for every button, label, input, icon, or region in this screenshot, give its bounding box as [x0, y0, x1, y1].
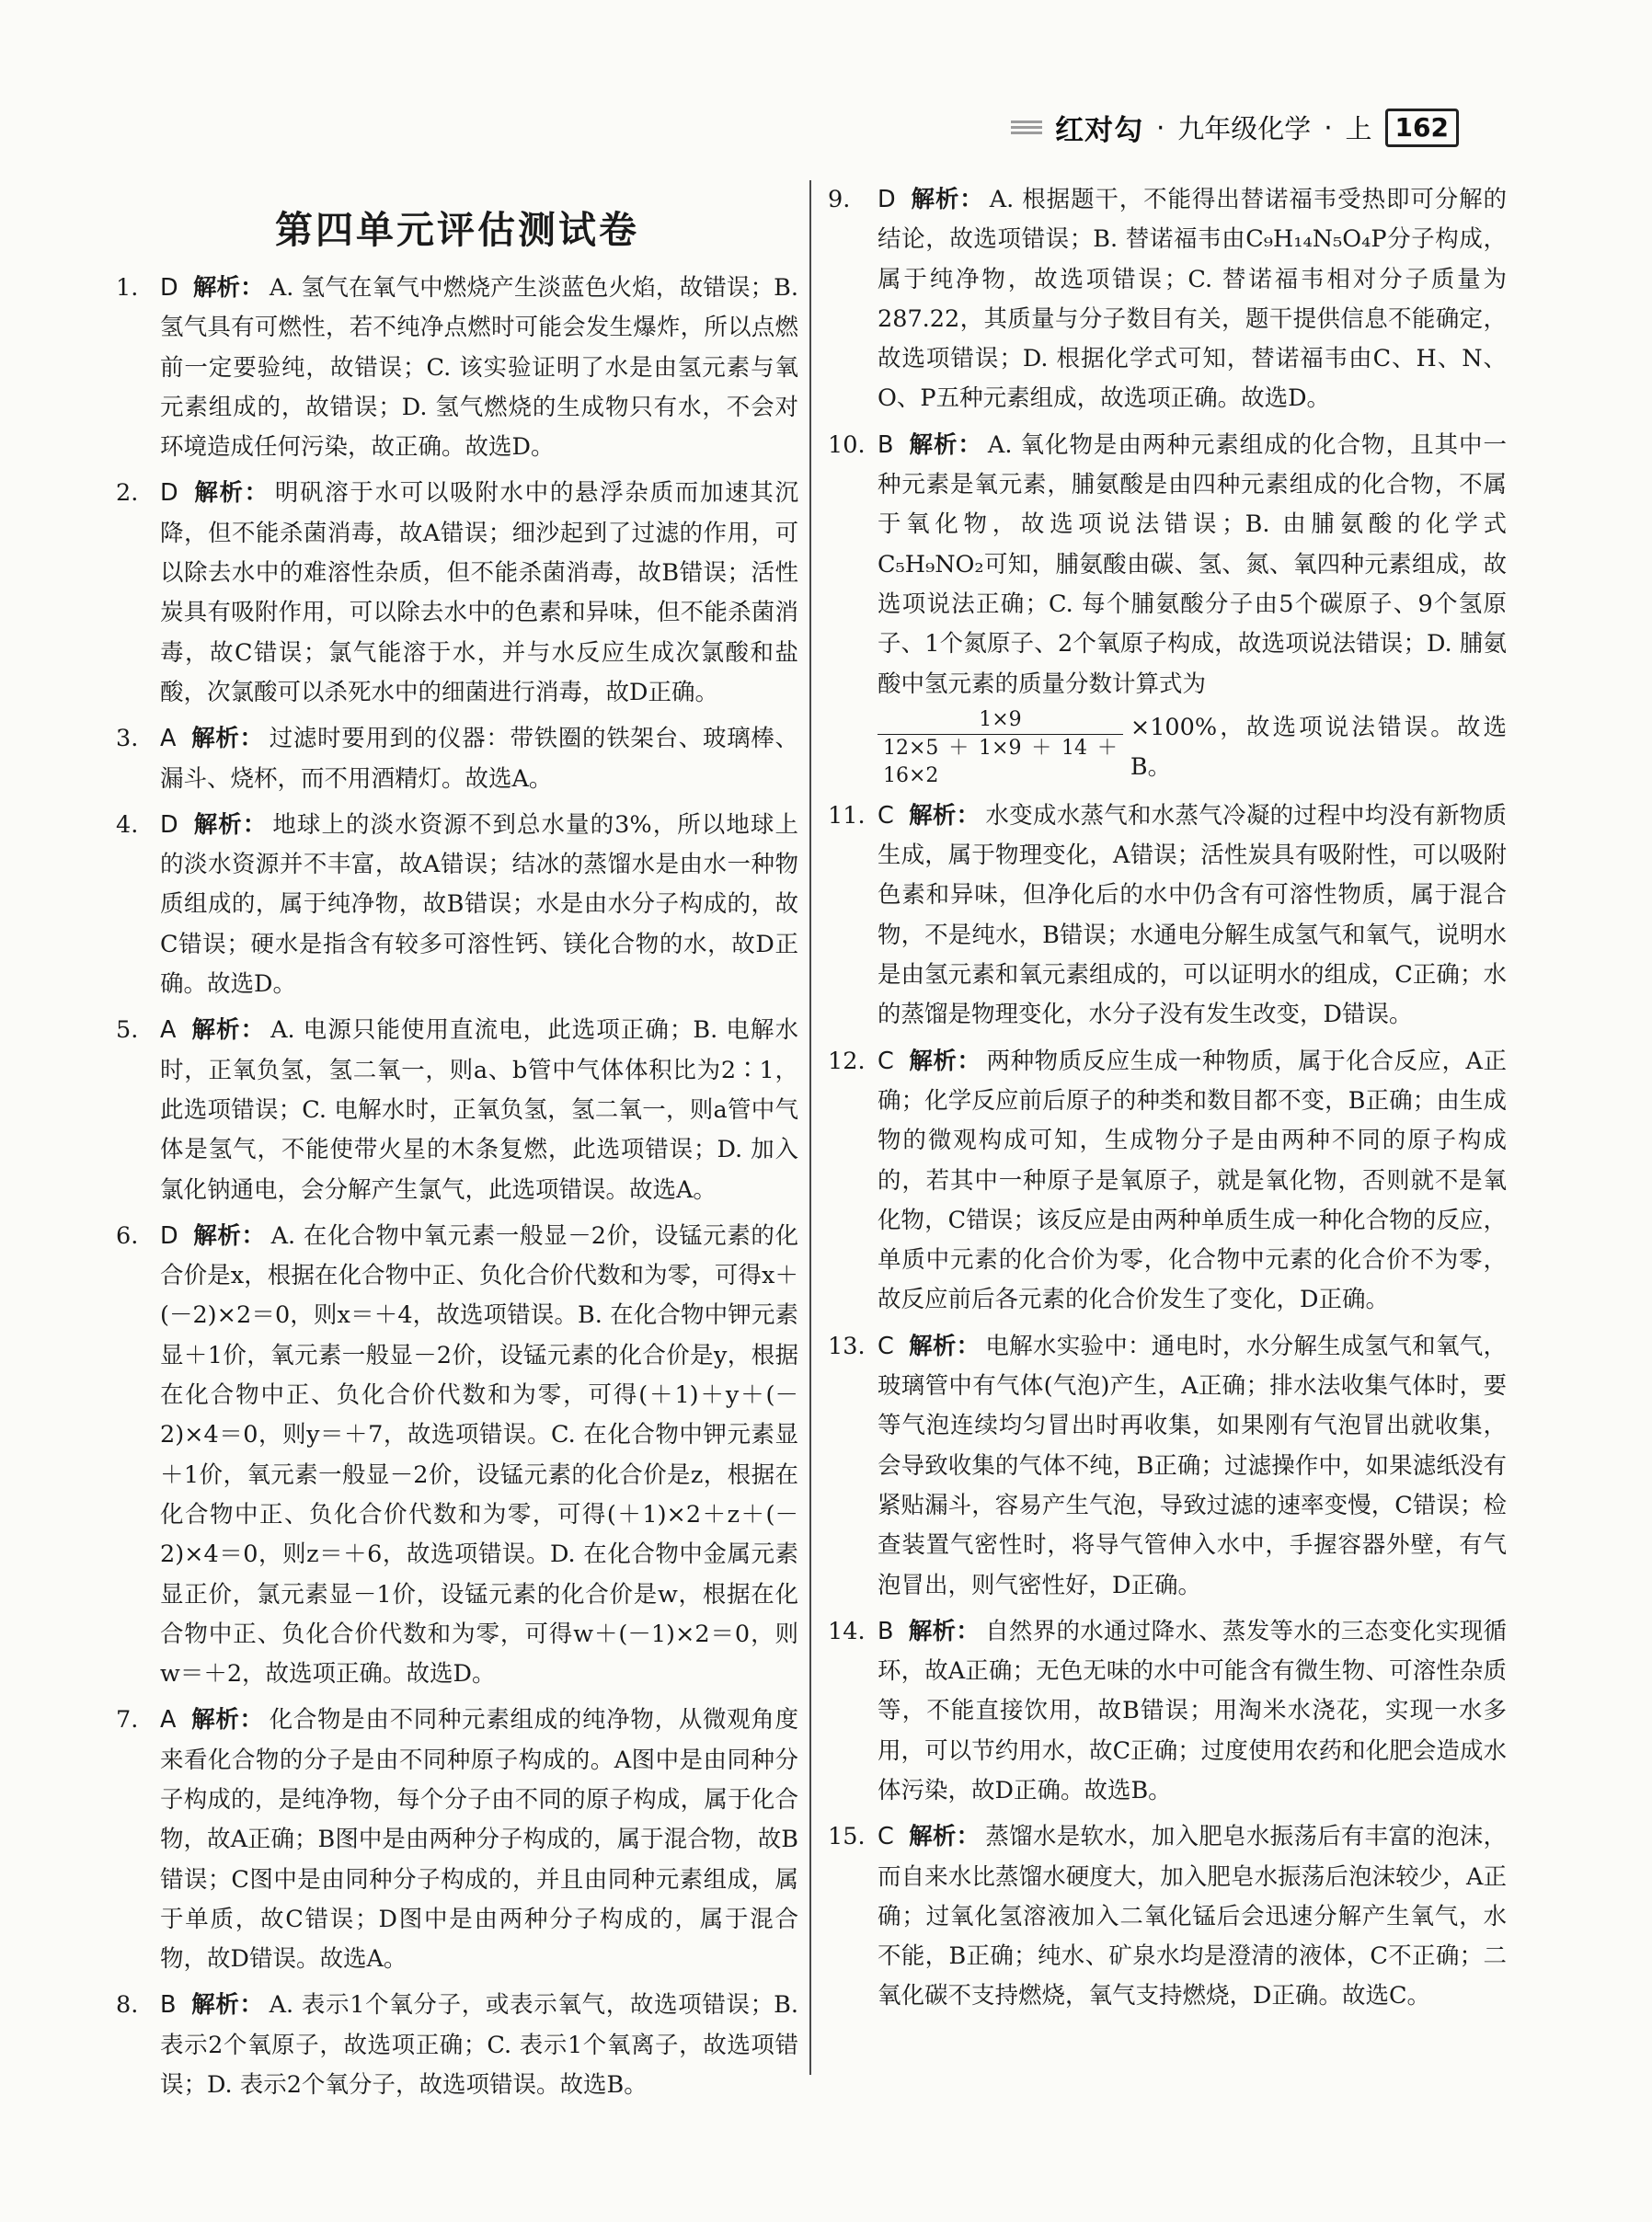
- header-book: 九年级化学: [1177, 113, 1312, 144]
- analysis-label: 解析：: [908, 1332, 981, 1360]
- answer-choice: D: [160, 479, 178, 508]
- item-number: 15.: [828, 1823, 866, 1851]
- answer-item-5: [116, 1011, 798, 1209]
- analysis-text: A. 电源只能使用直流电，此选项正确；B. 电解水时，正氧负氢，氢二氧一，则a、b管中气体体积比为2∶1，此选项错误；C. 电解水时，正氧负氢，氢二氧一，则a管中气体是氢气，不能使带火星的木条复燃，此选项错误；D. 加入氯化钠通电，会分解产生氯气，此选项错误。故选A。: [160, 1016, 798, 1204]
- answer-choice: C: [878, 1047, 894, 1075]
- analysis-label: 解析：: [192, 274, 264, 302]
- answer-item-3: [116, 719, 798, 799]
- right-column: [828, 180, 1507, 2023]
- item-number: 5.: [116, 1016, 139, 1045]
- answer-choice: A: [160, 725, 177, 753]
- answer-choice: D: [160, 274, 178, 302]
- header-stripes-icon: [1011, 119, 1042, 137]
- analysis-text: 两种物质反应生成一种物质，属于化合反应，A正确；化学反应前后原子的种类和数目都不变，B正确；由生成物的微观构成可知，生成物分子是由两种不同的原子构成的，若其中一种原子是氧原子，就是氧化物，否则就不是氧化物，C错误；该反应是由两种单质生成一种化合物的反应，单质中元素的化合价为零，化合物中元素的化合价不为零，故反应前后各元素的化合价发生了变化，D正确。: [878, 1047, 1507, 1314]
- analysis-label: 解析：: [908, 1617, 981, 1645]
- analysis-text: A. 在化合物中氧元素一般显－2价，设锰元素的化合价是x，根据在化合物中正、负化合价代数和为零，可得x＋(－2)×2＝0，则x＝＋4，故选项错误。B. 在化合物中钾元素显＋1价，氧元素一般显－2价，设锰元素的化合价是y，根据在化合物中正、负化合价代数和为零，可得(＋1)＋y＋(－2)×4＝0，则y＝＋7，故选项错误。C. 在化合物中钾元素显＋1价，氧元素一般显－2价，设锰元素的化合价是z，根据在化合物中正、负化合价代数和为零，可得(＋1)×2＋z＋(－2)×4＝0，则z＝＋6，故选项错误。D. 在化合物中金属元素显正价，氯元素显－1价，设锰元素的化合价是w，根据在化合物中正、负化合价代数和为零，可得w＋(－1)×2＝0，则w＝＋2，故选项正确。故选D。: [160, 1221, 798, 1689]
- page-header: [1011, 107, 1459, 148]
- header-sep-1: ·: [1156, 111, 1165, 143]
- analysis-label: 解析：: [908, 430, 982, 459]
- item-number: 12.: [828, 1047, 866, 1075]
- item-number: 11.: [828, 801, 866, 830]
- answer-choice: C: [878, 1823, 894, 1851]
- answer-choice: A: [160, 1706, 177, 1735]
- item-number: 1.: [116, 274, 139, 302]
- analysis-text: 过滤时要用到的仪器：带铁圈的铁架台、玻璃棒、漏斗、烧杯，而不用酒精灯。故选A。: [160, 725, 798, 793]
- analysis-text: A. 氢气在氧气中燃烧产生淡蓝色火焰，故错误；B. 氢气具有可燃性，若不纯净点燃时可能会发生爆炸，所以点燃前一定要验纯，故错误；C. 该实验证明了水是由氢元素与氧元素组成的，故错误；D. 氢气燃烧的生成物只有水，不会对环境造成任何污染，故正确。故选D。: [160, 274, 798, 462]
- page-number: 162: [1385, 109, 1459, 147]
- analysis-label: 解析：: [190, 1706, 264, 1735]
- fraction-numerator: 1×9: [979, 707, 1022, 731]
- answer-item-14: [828, 1612, 1507, 1811]
- answer-item-15: [828, 1817, 1507, 2016]
- analysis-text: 水变成水蒸气和水蒸气冷凝的过程中均没有新物质生成，属于物理变化，A错误；活性炭具有吸附性，可以吸附色素和异味，但净化后的水中仍含有可溶性物质，属于混合物，不是纯水，B错误；水通电分解生成氢气和氧气，说明水是由氢元素和氧元素组成的，可以证明水的组成，C正确；水的蒸馏是物理变化，水分子没有发生改变，D错误。: [878, 801, 1507, 1029]
- fraction: [878, 706, 1123, 790]
- item-number: 10.: [828, 430, 866, 459]
- answer-item-4: [116, 806, 798, 1004]
- analysis-text: A. 表示1个氧分子，或表示氧气，故选项错误；B. 表示2个氧原子，故选项正确；C. 表示1个氧离子，故选项错误；D. 表示2个氧分子，故选项错误。故选B。: [160, 1991, 798, 2100]
- analysis-text: A. 氧化物是由两种元素组成的化合物，且其中一种元素是氧元素，脯氨酸是由四种元素组成的化合物，不属于氧化物，故选项说法错误；B. 由脯氨酸的化学式C₅H₉NO₂可知，脯氨酸由碳、氢、氮、氧四种元素组成，故选项说法正确；C. 每个脯氨酸分子由5个碳原子、9个氢原子、1个氮原子、2个氧原子构成，故选项说法错误；D. 脯氨酸中氢元素的质量分数计算式为: [878, 430, 1507, 698]
- analysis-text: 化合物是由不同种元素组成的纯净物，从微观角度来看化合物的分子是由不同种原子构成的。A图中是由同种分子构成的，是纯净物，每个分子由不同的原子构成，属于化合物，故A正确；B图中是由两种分子构成的，属于混合物，故B错误；C图中是由同种分子构成的，并且由同种元素组成，属于单质，故C错误；D图中是由两种分子构成的，属于混合物，故D错误。故选A。: [160, 1706, 798, 1974]
- item-number: 14.: [828, 1617, 866, 1645]
- answer-choice: B: [878, 430, 894, 459]
- analysis-text: 地球上的淡水资源不到总水量的3%，所以地球上的淡水资源并不丰富，故A错误；结冰的蒸馏水是由水一种物质组成的，属于纯净物，故B错误；水是由水分子构成的，故C错误；硬水是指含有较多可溶性钙、镁化合物的水，故D正确。故选D。: [160, 810, 798, 999]
- analysis-text: 自然界的水通过降水、蒸发等水的三态变化实现循环，故A正确；无色无味的水中可能含有微生物、可溶性杂质等，不能直接饮用，故B错误；用淘米水浇花，实现一水多用，可以节约用水，故C正确；过度使用农药和化肥会造成水体污染，故D正确。故选B。: [878, 1617, 1507, 1804]
- item-number: 4.: [116, 810, 139, 839]
- answer-item-11: [828, 796, 1507, 1036]
- analysis-label: 解析：: [908, 801, 981, 830]
- fraction-formula: [878, 706, 1507, 790]
- analysis-text: 蒸馏水是软水，加入肥皂水振荡后有丰富的泡沫，而自来水比蒸馏水硬度大，加入肥皂水振荡后泡沫较少，A正确；过氧化氢溶液加入二氧化锰后会迅速分解产生氧气，水不能，B正确；纯水、矿泉水均是澄清的液体，C不正确；二氧化碳不支持燃烧，氧气支持燃烧，D正确。故选C。: [878, 1823, 1507, 2010]
- analysis-text: 电解水实验中：通电时，水分解生成氢气和氧气，玻璃管中有气体(气泡)产生，A正确；排水法收集气体时，要等气泡连续均匀冒出时再收集，如果刚有气泡冒出就收集，会导致收集的气体不纯，B正确；过滤操作中，如果滤纸没有紧贴漏斗，容易产生气泡，导致过滤的速率变慢，C错误；检查装置气密性时，将导气管伸入水中，手握容器外壁，有气泡冒出，则气密性好，D正确。: [878, 1332, 1507, 1599]
- answer-choice: B: [160, 1991, 177, 2020]
- header-sep-2: ·: [1324, 111, 1333, 143]
- answer-choice: D: [160, 810, 178, 839]
- analysis-label: 解析：: [192, 1221, 266, 1250]
- analysis-text: 明矾溶于水可以吸附水中的悬浮杂质而加速其沉降，但不能杀菌消毒，故A错误；细沙起到了过滤的作用，可以除去水中的难溶性杂质，但不能杀菌消毒，故B错误；活性炭具有吸附作用，可以除去水中的色素和异味，但不能杀菌消毒，故C错误；氯气能溶于水，并与水反应生成次氯酸和盐酸，次氯酸可以杀死水中的细菌进行消毒，故D正确。: [160, 479, 798, 706]
- fraction-denominator: 12×5＋1×9＋14＋16×2: [878, 734, 1123, 790]
- analysis-text-continued: ×100%，故选项说法错误。故选B。: [1130, 714, 1507, 782]
- answer-choice: D: [878, 186, 896, 213]
- analysis-label: 解析：: [190, 725, 264, 753]
- answer-item-2: [116, 474, 798, 713]
- answer-choice: B: [878, 1617, 894, 1645]
- item-number: 6.: [116, 1221, 139, 1250]
- analysis-label: 解析：: [908, 1047, 981, 1075]
- answer-item-13: [828, 1327, 1507, 1606]
- answer-choice: C: [878, 1332, 894, 1360]
- left-column: [116, 184, 798, 2112]
- answer-item-7: [116, 1701, 798, 1979]
- header-volume: 上: [1345, 113, 1372, 144]
- item-number: 2.: [116, 479, 139, 508]
- answer-item-12: [828, 1042, 1507, 1321]
- answer-item-6: [116, 1217, 798, 1695]
- analysis-text: A. 根据题干，不能得出替诺福韦受热即可分解的结论，故选项错误；B. 替诺福韦由C₉H₁₄N₅O₄P分子构成，属于纯净物，故选项错误；C. 替诺福韦相对分子质量为287.22，其质量与分子数目有关，题干提供信息不能确定，故选项错误；D. 根据化学式可知，替诺福韦由C、H、N、O、P五种元素组成，故选项正确。故选D。: [878, 186, 1507, 413]
- item-number: 7.: [116, 1706, 139, 1735]
- analysis-label: 解析：: [192, 479, 270, 508]
- analysis-label: 解析：: [192, 810, 268, 839]
- answer-choice: C: [878, 801, 894, 830]
- column-divider: [809, 180, 811, 2075]
- answer-choice: D: [160, 1221, 178, 1250]
- item-number: 13.: [828, 1332, 866, 1360]
- header-brand: 红对勾: [1055, 114, 1144, 147]
- answer-item-10: [828, 426, 1507, 790]
- answer-item-9: [828, 180, 1507, 419]
- analysis-label: 解析：: [908, 1823, 981, 1851]
- answer-choice: A: [160, 1016, 177, 1045]
- analysis-label: 解析：: [190, 1016, 266, 1045]
- analysis-label: 解析：: [190, 1991, 264, 2020]
- answer-item-1: [116, 269, 798, 467]
- item-number: 9.: [828, 186, 851, 213]
- answer-item-8: [116, 1986, 798, 2105]
- item-number: 3.: [116, 725, 139, 753]
- page-title: 第四单元评估测试卷: [275, 208, 639, 252]
- analysis-label: 解析：: [910, 186, 984, 213]
- item-number: 8.: [116, 1991, 139, 2020]
